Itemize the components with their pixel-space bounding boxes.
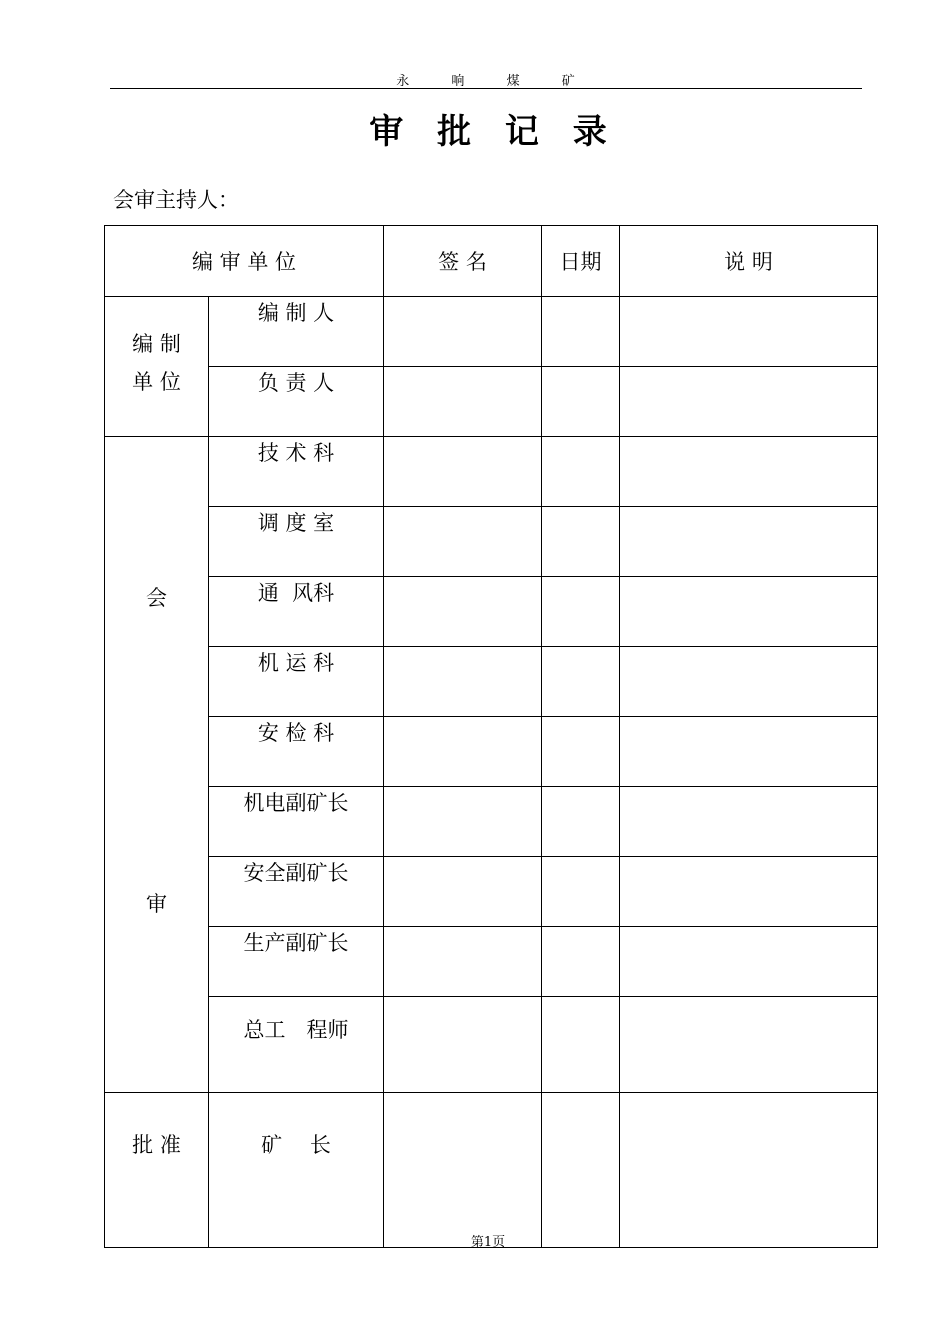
role-safety-vp: 安全副矿长 [209, 857, 384, 927]
title-char: 批 [437, 112, 472, 152]
table-row [105, 367, 878, 437]
role-ventilation: 通 风科 [209, 577, 384, 647]
date-cell[interactable] [542, 927, 620, 997]
note-cell[interactable] [620, 367, 878, 437]
role-tech: 技 术 科 [209, 437, 384, 507]
signature-cell[interactable] [384, 437, 542, 507]
header-date: 日期 [542, 226, 620, 297]
title-char: 录 [572, 112, 607, 152]
signature-cell[interactable] [384, 297, 542, 367]
date-cell[interactable] [542, 997, 620, 1093]
signature-cell[interactable] [384, 927, 542, 997]
table-row [105, 787, 878, 857]
group-approve: 批 准 [105, 1093, 209, 1248]
approval-table [104, 225, 878, 1248]
date-cell[interactable] [542, 437, 620, 507]
group-review [105, 437, 209, 1093]
role-mech-transport: 机 运 科 [209, 647, 384, 717]
header-signature: 签 名 [384, 226, 542, 297]
header-rule [110, 88, 862, 89]
signature-cell[interactable] [384, 787, 542, 857]
table-row [105, 927, 878, 997]
date-cell[interactable] [542, 297, 620, 367]
note-cell[interactable] [620, 717, 878, 787]
date-cell[interactable] [542, 787, 620, 857]
header-unit: 编 审 单 位 [105, 226, 384, 297]
page-header [110, 70, 862, 89]
role-responsible: 负 责 人 [209, 367, 384, 437]
table-row [105, 437, 878, 507]
header-char: 煤 [506, 74, 521, 89]
role-mech-vp: 机电副矿长 [209, 787, 384, 857]
group-review-bottom: 审 [146, 892, 167, 916]
review-host-label: 会审主持人： [113, 188, 239, 212]
date-cell[interactable] [542, 507, 620, 577]
signature-cell[interactable] [384, 367, 542, 437]
date-cell[interactable] [542, 577, 620, 647]
group-review-top: 会 [146, 586, 167, 610]
header-char: 响 [451, 74, 466, 89]
table-row [105, 647, 878, 717]
page-number: 第1页 [470, 1235, 506, 1250]
note-cell[interactable] [620, 577, 878, 647]
note-cell[interactable] [620, 507, 878, 577]
table-row [105, 857, 878, 927]
group-compile-line1: 编 制 [132, 331, 181, 356]
role-mine-director: 矿 长 [209, 1093, 384, 1248]
header-char: 永 [396, 74, 411, 89]
note-cell[interactable] [620, 647, 878, 717]
role-safety-check: 安 检 科 [209, 717, 384, 787]
signature-cell[interactable] [384, 857, 542, 927]
table-header-row [105, 226, 878, 297]
signature-cell[interactable] [384, 647, 542, 717]
note-cell[interactable] [620, 297, 878, 367]
date-cell[interactable] [542, 717, 620, 787]
table-row [105, 507, 878, 577]
header-char: 矿 [561, 74, 576, 89]
note-cell[interactable] [620, 997, 878, 1093]
date-cell[interactable] [542, 857, 620, 927]
table-row [105, 297, 878, 367]
group-compile-unit [105, 297, 209, 437]
role-compiler: 编 制 人 [209, 297, 384, 367]
date-cell[interactable] [542, 367, 620, 437]
table-row [105, 1093, 878, 1248]
header-note: 说 明 [620, 226, 878, 297]
title-char: 审 [369, 112, 404, 152]
note-cell[interactable] [620, 437, 878, 507]
signature-cell[interactable] [384, 997, 542, 1093]
role-dispatch: 调 度 室 [209, 507, 384, 577]
table-row [105, 717, 878, 787]
table-row [105, 577, 878, 647]
signature-cell[interactable] [384, 1093, 542, 1248]
table-row [105, 997, 878, 1093]
note-cell[interactable] [620, 927, 878, 997]
group-compile-line2: 单 位 [132, 369, 181, 394]
page-title [0, 104, 950, 153]
date-cell[interactable] [542, 1093, 620, 1248]
date-cell[interactable] [542, 647, 620, 717]
signature-cell[interactable] [384, 577, 542, 647]
role-chief-engineer: 总工 程师 [209, 997, 384, 1093]
signature-cell[interactable] [384, 507, 542, 577]
role-production-vp: 生产副矿长 [209, 927, 384, 997]
signature-cell[interactable] [384, 717, 542, 787]
note-cell[interactable] [620, 857, 878, 927]
note-cell[interactable] [620, 1093, 878, 1248]
note-cell[interactable] [620, 787, 878, 857]
title-char: 记 [504, 112, 539, 152]
